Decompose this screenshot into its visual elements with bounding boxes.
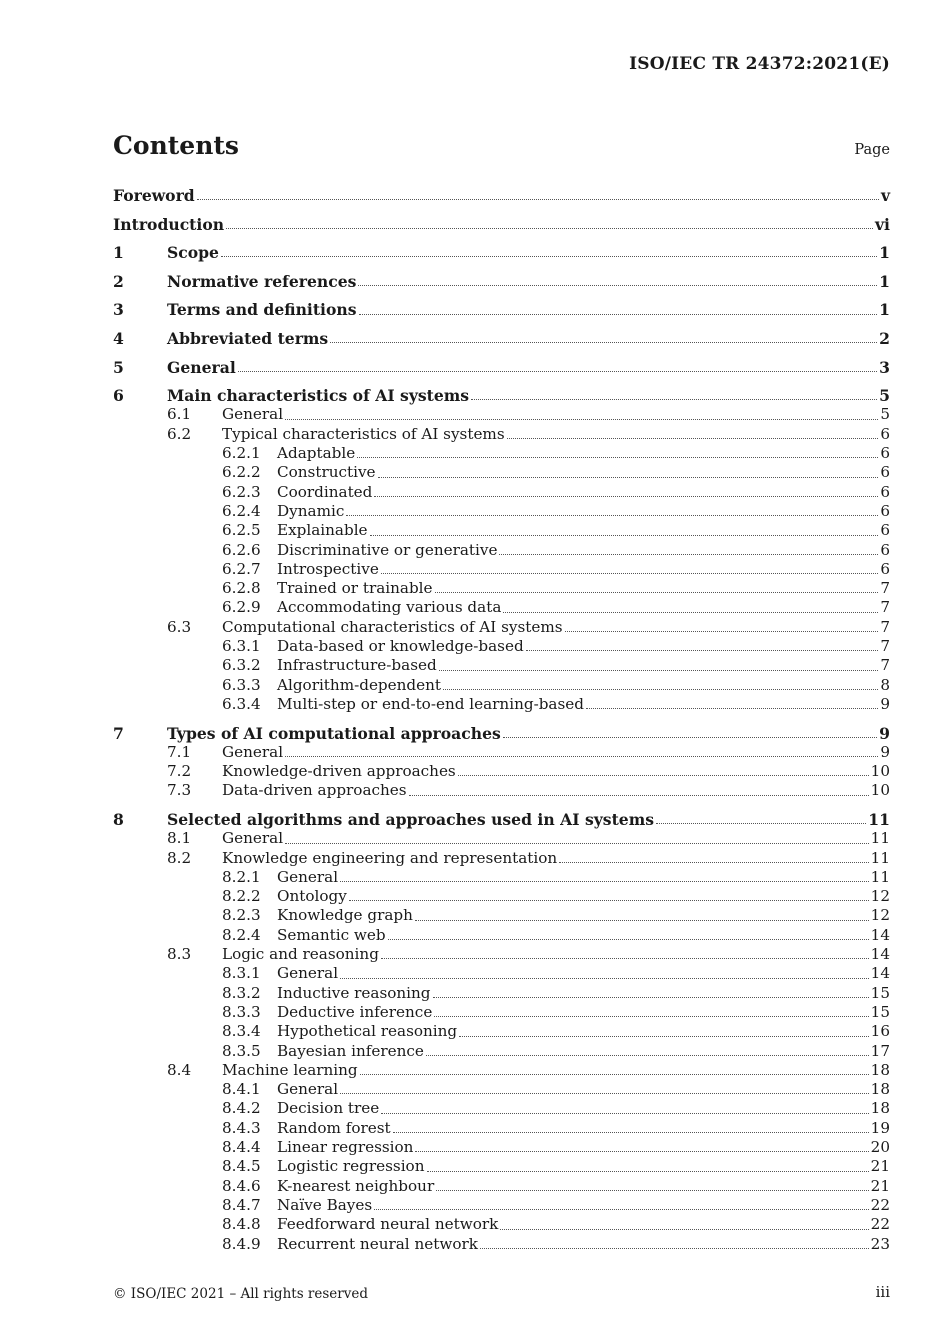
dot-leader	[526, 650, 879, 651]
dot-leader	[359, 314, 878, 315]
toc-entry-title: General	[277, 964, 339, 983]
dot-leader	[459, 1036, 869, 1037]
copyright-footer: © ISO/IEC 2021 – All rights reserved	[113, 1286, 368, 1302]
toc-entry-title: Discriminative or generative	[277, 540, 498, 559]
toc-entry-number: 8.3.5	[222, 1041, 261, 1060]
dot-leader	[360, 1074, 869, 1075]
page-number: iii	[875, 1283, 890, 1301]
toc-entry-number: 8.3.1	[222, 964, 261, 983]
toc-entry[interactable]	[113, 1196, 890, 1215]
toc-entry-page: 23	[870, 1234, 890, 1253]
dot-leader	[458, 775, 869, 776]
toc-entry[interactable]	[113, 386, 890, 405]
table-of-contents	[113, 186, 890, 1254]
toc-entry-page: 14	[870, 964, 890, 983]
toc-entry-number: 8.2	[167, 848, 192, 867]
toc-entry-number: 8.3	[167, 945, 192, 964]
toc-entry[interactable]	[113, 1157, 890, 1176]
toc-entry-number: 6.2.6	[222, 540, 261, 559]
toc-entry-page: 19	[870, 1118, 890, 1137]
toc-entry-title: Logistic regression	[277, 1157, 425, 1176]
toc-entry-page: 5	[879, 386, 890, 406]
toc-entry-number: 8.4	[167, 1060, 192, 1079]
toc-entry-title: Explainable	[277, 521, 368, 540]
toc-entry[interactable]	[113, 1138, 890, 1157]
dot-leader	[221, 256, 877, 257]
toc-entry-number: 6.2.2	[222, 463, 261, 482]
dot-leader	[415, 1151, 868, 1152]
toc-entry[interactable]	[113, 272, 890, 291]
toc-entry-number: 6.2.8	[222, 579, 261, 598]
dot-leader	[358, 285, 877, 286]
toc-entry-number: 2	[113, 271, 124, 291]
toc-entry[interactable]	[113, 926, 890, 945]
dot-leader	[388, 939, 869, 940]
toc-entry[interactable]	[113, 676, 890, 695]
toc-entry[interactable]	[113, 358, 890, 377]
toc-entry-page: 1	[879, 271, 890, 291]
dot-leader	[340, 881, 869, 882]
toc-entry[interactable]	[113, 1177, 890, 1196]
toc-entry-page: 11	[870, 829, 890, 848]
dot-leader	[374, 1209, 868, 1210]
toc-entry-page: 9	[880, 694, 890, 713]
dot-leader	[393, 1132, 869, 1133]
dot-leader	[340, 978, 869, 979]
toc-entry-title: Linear regression	[277, 1138, 414, 1157]
toc-entry-number: 7	[113, 723, 124, 743]
toc-entry-title: Naïve Bayes	[277, 1195, 373, 1214]
toc-entry-number: 7.1	[167, 742, 192, 761]
toc-entry-title: General	[222, 829, 284, 848]
toc-entry-page: 6	[880, 444, 890, 463]
toc-entry[interactable]	[113, 186, 890, 205]
toc-entry-title: Terms and definitions	[167, 300, 357, 320]
dot-leader	[499, 554, 878, 555]
toc-entry[interactable]	[113, 618, 890, 637]
toc-entry[interactable]	[113, 300, 890, 319]
toc-entry-title: Feedforward neural network	[277, 1215, 499, 1234]
toc-entry[interactable]	[113, 762, 890, 781]
dot-leader	[285, 756, 878, 757]
toc-entry-number: 6.3.3	[222, 675, 261, 694]
toc-entry-title: General	[277, 867, 339, 886]
toc-entry-number: 8	[113, 809, 124, 829]
toc-entry-title: Coordinated	[277, 482, 373, 501]
toc-entry-page: v	[880, 186, 890, 205]
toc-entry-number: 8.4.9	[222, 1234, 261, 1253]
toc-entry-number: 6.3.4	[222, 694, 261, 713]
toc-entry-title: Scope	[167, 243, 219, 263]
toc-entry-title: General	[222, 405, 284, 424]
toc-entry[interactable]	[113, 724, 890, 743]
toc-entry[interactable]	[113, 868, 890, 887]
toc-entry-title: K-nearest neighbour	[277, 1176, 435, 1195]
toc-entry[interactable]	[113, 502, 890, 521]
toc-entry[interactable]	[113, 425, 890, 444]
toc-entry-page: 2	[879, 328, 890, 348]
toc-entry-number: 6.2.5	[222, 521, 261, 540]
dot-leader	[434, 1016, 868, 1017]
toc-entry-title: General	[222, 742, 284, 761]
dot-leader	[330, 342, 877, 343]
toc-entry[interactable]	[113, 656, 890, 675]
toc-entry-number: 8.4.3	[222, 1118, 261, 1137]
toc-entry-page: 8	[880, 675, 890, 694]
toc-entry-number: 8.2.4	[222, 925, 261, 944]
toc-entry-title: Typical characteristics of AI systems	[222, 424, 505, 443]
toc-entry-number: 8.4.8	[222, 1215, 261, 1234]
toc-entry[interactable]	[113, 444, 890, 463]
dot-leader	[374, 496, 878, 497]
toc-entry-number: 6.3	[167, 617, 192, 636]
toc-entry-number: 4	[113, 328, 124, 348]
toc-entry-title: Algorithm-dependent	[277, 675, 442, 694]
toc-entry-number: 7.2	[167, 762, 192, 781]
toc-entry[interactable]	[113, 1235, 890, 1254]
toc-entry-page: 22	[870, 1195, 890, 1214]
toc-entry-title: Constructive	[277, 463, 376, 482]
toc-entry-number: 6	[113, 386, 124, 406]
dot-leader	[656, 823, 866, 824]
dot-leader	[503, 612, 878, 613]
toc-entry-title: Introspective	[277, 559, 379, 578]
dot-leader	[381, 573, 879, 574]
dot-leader	[507, 438, 879, 439]
toc-entry-page: 20	[870, 1138, 890, 1157]
toc-entry[interactable]	[113, 1061, 890, 1080]
toc-entry-title: Main characteristics of AI systems	[167, 386, 470, 406]
toc-entry-page: 12	[870, 887, 890, 906]
toc-entry[interactable]	[113, 1042, 890, 1061]
toc-entry-page: 7	[880, 656, 890, 675]
toc-entry-page: 6	[880, 540, 890, 559]
toc-entry-number: 8.3.4	[222, 1022, 261, 1041]
toc-entry[interactable]	[113, 849, 890, 868]
toc-entry-page: 16	[870, 1022, 890, 1041]
toc-entry-page: 15	[870, 983, 890, 1002]
toc-entry-title: Trained or trainable	[277, 579, 433, 598]
toc-entry-page: 7	[880, 598, 890, 617]
toc-entry-number: 8.2.3	[222, 906, 261, 925]
toc-entry-number: 6.2.1	[222, 444, 261, 463]
document-id-header: ISO/IEC TR 24372:2021(E)	[629, 54, 890, 74]
toc-entry-number: 8.4.2	[222, 1099, 261, 1118]
toc-entry[interactable]	[113, 743, 890, 762]
dot-leader	[443, 689, 878, 690]
toc-entry[interactable]	[113, 637, 890, 656]
toc-entry-number: 8.4.5	[222, 1157, 261, 1176]
toc-entry[interactable]	[113, 1119, 890, 1138]
toc-entry-title: Recurrent neural network	[277, 1234, 478, 1253]
toc-entry-title: Data-based or knowledge-based	[277, 637, 524, 656]
toc-entry-number: 6.3.1	[222, 637, 261, 656]
toc-entry-title: Logic and reasoning	[222, 945, 379, 964]
toc-entry-page: 6	[880, 521, 890, 540]
toc-entry[interactable]	[113, 945, 890, 964]
toc-entry[interactable]	[113, 906, 890, 925]
toc-entry-page: 6	[880, 463, 890, 482]
dot-leader	[565, 631, 879, 632]
toc-entry-number: 5	[113, 357, 124, 377]
dot-leader	[415, 920, 869, 921]
toc-entry-title: Accommodating various data	[277, 598, 502, 617]
toc-entry[interactable]	[113, 887, 890, 906]
toc-entry-title: Random forest	[277, 1118, 391, 1137]
toc-entry-page: 11	[870, 848, 890, 867]
toc-entry-page: 21	[870, 1176, 890, 1195]
toc-entry[interactable]	[113, 579, 890, 598]
toc-entry[interactable]	[113, 1003, 890, 1022]
toc-entry[interactable]	[113, 1099, 890, 1118]
toc-entry-page: 7	[880, 579, 890, 598]
toc-entry[interactable]	[113, 781, 890, 800]
toc-entry[interactable]	[113, 810, 890, 829]
toc-entry-number: 6.2	[167, 424, 192, 443]
toc-entry-title: Ontology	[277, 887, 347, 906]
toc-entry-title: Normative references	[167, 271, 357, 291]
toc-entry[interactable]	[113, 964, 890, 983]
dot-leader	[471, 399, 877, 400]
toc-entry-number: 8.2.1	[222, 867, 261, 886]
toc-entry-page: 9	[880, 742, 890, 761]
toc-entry-page: 17	[870, 1041, 890, 1060]
contents-title: Contents	[113, 131, 240, 160]
toc-entry-page: 5	[880, 405, 890, 424]
toc-entry-number: 8.4.1	[222, 1080, 261, 1099]
dot-leader	[378, 477, 879, 478]
toc-entry-page: 21	[870, 1157, 890, 1176]
dot-leader	[586, 708, 878, 709]
dot-leader	[409, 795, 869, 796]
toc-entry-title: Multi-step or end-to-end learning-based	[277, 694, 584, 713]
dot-leader	[349, 900, 869, 901]
toc-entry-title: Computational characteristics of AI systems	[222, 617, 563, 636]
dot-leader	[435, 592, 879, 593]
dot-leader	[197, 199, 879, 200]
toc-entry-number: 6.3.2	[222, 656, 261, 675]
toc-entry-number: 6.2.4	[222, 501, 261, 520]
toc-entry-page: 10	[870, 762, 890, 781]
toc-entry-title: Knowledge-driven approaches	[222, 762, 456, 781]
dot-leader	[370, 535, 879, 536]
toc-entry-title: Hypothetical reasoning	[277, 1022, 458, 1041]
toc-entry[interactable]	[113, 405, 890, 424]
toc-entry-title: Dynamic	[277, 501, 345, 520]
toc-entry-title: Selected algorithms and approaches used in AI systems	[167, 809, 654, 829]
toc-entry-number: 8.3.2	[222, 983, 261, 1002]
toc-entry-number: 8.4.4	[222, 1138, 261, 1157]
dot-leader	[433, 997, 869, 998]
toc-entry-page: 1	[879, 243, 890, 263]
toc-entry[interactable]	[113, 215, 890, 234]
toc-entry[interactable]	[113, 521, 890, 540]
dot-leader	[357, 457, 878, 458]
toc-entry-page: 9	[879, 723, 890, 743]
toc-entry-page: 6	[880, 482, 890, 501]
toc-entry-title: Knowledge engineering and representation	[222, 848, 558, 867]
toc-entry-page: 1	[879, 300, 890, 320]
toc-entry-page: 7	[880, 637, 890, 656]
toc-entry-number: 8.3.3	[222, 1002, 261, 1021]
dot-leader	[340, 1093, 869, 1094]
toc-entry-title: Foreword	[113, 186, 195, 205]
toc-entry-title: Inductive reasoning	[277, 983, 431, 1002]
toc-entry-page: 6	[880, 559, 890, 578]
toc-entry[interactable]	[113, 829, 890, 848]
toc-entry-number: 6.2.3	[222, 482, 261, 501]
toc-entry[interactable]	[113, 463, 890, 482]
dot-leader	[226, 228, 873, 229]
dot-leader	[559, 862, 869, 863]
toc-entry-number: 8.2.2	[222, 887, 261, 906]
toc-entry[interactable]	[113, 483, 890, 502]
toc-entry-title: Introduction	[113, 214, 225, 234]
toc-entry-title: Types of AI computational approaches	[167, 723, 501, 743]
toc-entry[interactable]	[113, 1215, 890, 1234]
toc-entry-number: 6.1	[167, 405, 192, 424]
toc-entry[interactable]	[113, 329, 890, 348]
toc-entry-title: Bayesian inference	[277, 1041, 424, 1060]
dot-leader	[381, 1113, 868, 1114]
toc-entry-page: 22	[870, 1215, 890, 1234]
toc-entry[interactable]	[113, 1080, 890, 1099]
toc-entry-number: 8.4.7	[222, 1195, 261, 1214]
toc-entry-page: 6	[880, 424, 890, 443]
toc-entry[interactable]	[113, 695, 890, 714]
toc-entry-page: 18	[870, 1080, 890, 1099]
toc-entry[interactable]	[113, 1022, 890, 1041]
toc-entry-title: Semantic web	[277, 925, 386, 944]
toc-entry-title: Data-driven approaches	[222, 781, 407, 800]
toc-entry-number: 1	[113, 243, 124, 263]
dot-leader	[500, 1229, 868, 1230]
toc-entry-page: 11	[868, 809, 890, 829]
toc-entry-page: 12	[870, 906, 890, 925]
toc-entry-title: Abbreviated terms	[167, 328, 329, 348]
toc-entry-page: 6	[880, 501, 890, 520]
toc-entry-title: General	[277, 1080, 339, 1099]
toc-entry-number: 7.3	[167, 781, 192, 800]
dot-leader	[503, 737, 877, 738]
dot-leader	[436, 1190, 868, 1191]
dot-leader	[238, 371, 877, 372]
toc-entry-number: 8.4.6	[222, 1176, 261, 1195]
dot-leader	[439, 670, 879, 671]
toc-entry-title: Adaptable	[277, 444, 356, 463]
toc-entry[interactable]	[113, 984, 890, 1003]
toc-entry-page: 14	[870, 945, 890, 964]
toc-entry-title: Knowledge graph	[277, 906, 413, 925]
toc-entry-number: 8.1	[167, 829, 192, 848]
toc-entry-number: 3	[113, 300, 124, 320]
dot-leader	[480, 1248, 869, 1249]
dot-leader	[426, 1055, 869, 1056]
toc-entry-page: 3	[879, 357, 890, 377]
toc-entry[interactable]	[113, 541, 890, 560]
dot-leader	[346, 515, 878, 516]
toc-entry-page: 18	[870, 1099, 890, 1118]
toc-entry-page: 7	[880, 617, 890, 636]
page-column-label: Page	[854, 142, 890, 158]
toc-entry[interactable]	[113, 243, 890, 262]
toc-entry-title: Decision tree	[277, 1099, 380, 1118]
dot-leader	[381, 958, 869, 959]
toc-entry-page: 10	[870, 781, 890, 800]
toc-entry-number: 6.2.9	[222, 598, 261, 617]
toc-entry[interactable]	[113, 598, 890, 617]
toc-entry-page: vi	[875, 214, 890, 234]
toc-entry-page: 18	[870, 1060, 890, 1079]
toc-entry-title: General	[167, 357, 236, 377]
toc-entry-page: 15	[870, 1002, 890, 1021]
toc-entry[interactable]	[113, 560, 890, 579]
toc-entry-page: 14	[870, 925, 890, 944]
toc-entry-number: 6.2.7	[222, 559, 261, 578]
dot-leader	[427, 1171, 869, 1172]
dot-leader	[285, 419, 878, 420]
dot-leader	[285, 843, 869, 844]
toc-entry-title: Deductive inference	[277, 1002, 433, 1021]
toc-entry-title: Infrastructure-based	[277, 656, 437, 675]
toc-entry-title: Machine learning	[222, 1060, 358, 1079]
toc-entry-page: 11	[870, 867, 890, 886]
